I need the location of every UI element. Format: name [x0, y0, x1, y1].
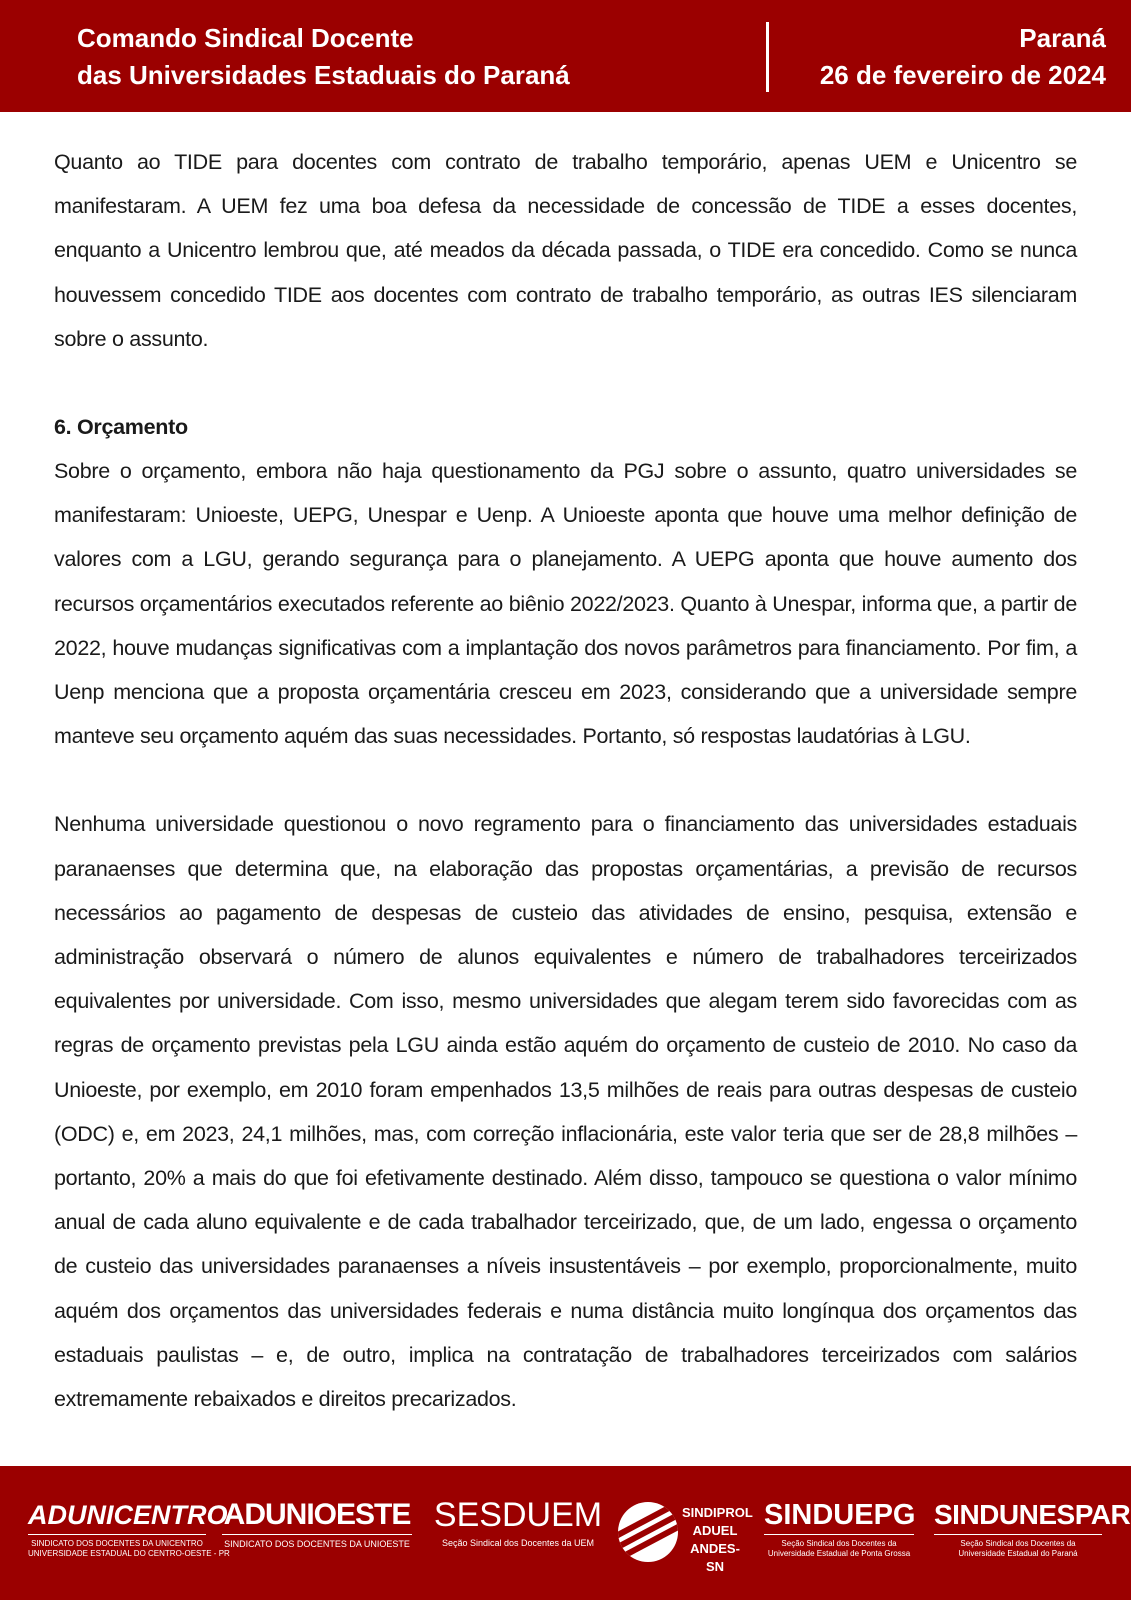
sindunespar-logo-sub1: Seção Sindical dos Docentes da: [960, 1539, 1076, 1548]
document-body: [54, 140, 1077, 1421]
sindiprol-logo-name: SINDIPROL: [682, 1505, 753, 1520]
sindiprol-logo-text: [682, 1504, 753, 1576]
paragraph-tide: Quanto ao TIDE para docentes com contrato de trabalho temporário, apenas UEM e Unicentro se manifestaram. A UEM fez uma boa defesa da necessidade de concessão de TIDE a esses docentes, enquanto a Unicentro lembrou que, até meados da década passada, o TIDE era concedido. Como se nunca houvessem concedido TIDE aos docentes com contrato de trabalho temporário, as outras IES silenciaram sobre o assunto.: [54, 150, 1077, 351]
header-date: 26 de fevereiro de 2024: [819, 60, 1106, 90]
header-divider: [766, 22, 769, 92]
organization-title: [77, 20, 570, 94]
footer-logos-banner: [0, 1466, 1131, 1600]
sinduepg-logo-sub1: Seção Sindical dos Docentes da: [781, 1539, 897, 1548]
section-heading-orcamento: 6. Orçamento: [54, 415, 188, 440]
organization-title-line2: das Universidades Estaduais do Paraná: [77, 60, 570, 90]
sesduem-logo-sub1: Seção Sindical dos Docentes da UEM: [441, 1538, 595, 1548]
adunioeste-logo: [222, 1498, 412, 1549]
adunicentro-logo-subtitle: [28, 1534, 230, 1559]
paragraph-orcamento-respostas: Sobre o orçamento, embora não haja questionamento da PGJ sobre o assunto, quatro universidades se manifestaram: Unioeste, UEPG, Unespar e Uenp. A Unioeste aponta que houve uma melhor definição de valores com a LGU, gerando segurança para o planejamento. A UEPG aponta que houve aumento dos recursos orçamentários executados referente ao biênio 2022/2023. Quanto à Unespar, informa que, a partir de 2022, houve mudanças significativas com a implantação dos novos parâmetros para financiamento. Por fim, a Uenp menciona que a proposta orçamentária cresceu em 2023, considerando que a universidade sempre manteve seu orçamento aquém das suas necessidades. Portanto, só respostas laudatórias à LGU.: [54, 459, 1077, 749]
header-place-date: [820, 20, 1106, 94]
sindunespar-logo-subtitle: [934, 1534, 1102, 1559]
sinduepg-logo-sub2: Universidade Estadual de Ponta Grossa: [767, 1549, 911, 1558]
header-place: Paraná: [1019, 23, 1106, 53]
adunioeste-logo-sub1: SINDICATO DOS DOCENTES DA UNIOESTE: [222, 1534, 412, 1549]
sindiprol-logo-sub1: ADUEL: [692, 1523, 738, 1538]
sinduepg-logo: [764, 1498, 914, 1559]
adunioeste-logo-name: ADUNIOESTE: [223, 1498, 411, 1531]
sindiprol-emblem-icon: [618, 1502, 678, 1562]
adunicentro-logo: [28, 1498, 230, 1559]
header-banner: [0, 0, 1131, 112]
paragraph-orcamento-regramento: Nenhuma universidade questionou o novo regramento para o financiamento das universidades estaduais paranaenses que determina que, na elaboração das propostas orçamentárias, a previsão de recursos necessários ao pagamento de despesas de custeio das atividades de ensino, pesquisa, extensão e administração observará o número de alunos equivalentes e número de trabalhadores terceirizados equivalentes por universidade. Com isso, mesmo universidades que alegam terem sido favorecidas com as regras de orçamento previstas pela LGU ainda estão aquém do orçamento de custeio de 2010. No caso da Unioeste, por exemplo, em 2010 foram empenhados 13,5 milhões de reais para outras despesas de custeio (ODC) e, em 2023, 24,1 milhões, mas, com correção inflacionária, este valor teria que ser de 28,8 milhões – portanto, 20% a mais do que foi efetivamente destinado. Além disso, tampouco se questiona o valor mínimo anual de cada aluno equivalente e de cada trabalhador terceirizado, que, de um lado, engessa o orçamento de custeio das universidades paranaenses a níveis insustentáveis – por exemplo, proporcionalmente, muito aquém dos orçamentos das universidades federais e numa distância muito longínqua dos orçamentos das estaduais paulistas – e, de outro, implica na contratação de trabalhadores terceirizados com salários extremamente rebaixados e direitos precarizados.: [54, 812, 1077, 1412]
sesduem-logo-name: SESDUEM: [433, 1496, 603, 1534]
sindunespar-logo: [934, 1498, 1131, 1559]
sindunespar-logo-sub2: Universidade Estadual do Paraná: [958, 1549, 1078, 1558]
sesduem-logo: [428, 1498, 608, 1548]
sindiprol-logo-sub2: ANDES-SN: [690, 1541, 740, 1574]
adunicentro-logo-name: ADUNICENTRO: [28, 1500, 228, 1530]
sinduepg-logo-subtitle: [764, 1534, 914, 1559]
adunicentro-logo-sub1: SINDICATO DOS DOCENTES DA UNICENTRO: [31, 1539, 203, 1548]
sinduepg-logo-name: SINDUEPG: [764, 1499, 916, 1531]
adunicentro-logo-sub2: UNIVERSIDADE ESTADUAL DO CENTRO-OESTE - PR: [28, 1549, 230, 1558]
organization-title-line1: Comando Sindical Docente: [77, 23, 414, 53]
sindunespar-logo-name: SINDUNESPAR: [934, 1499, 1131, 1530]
